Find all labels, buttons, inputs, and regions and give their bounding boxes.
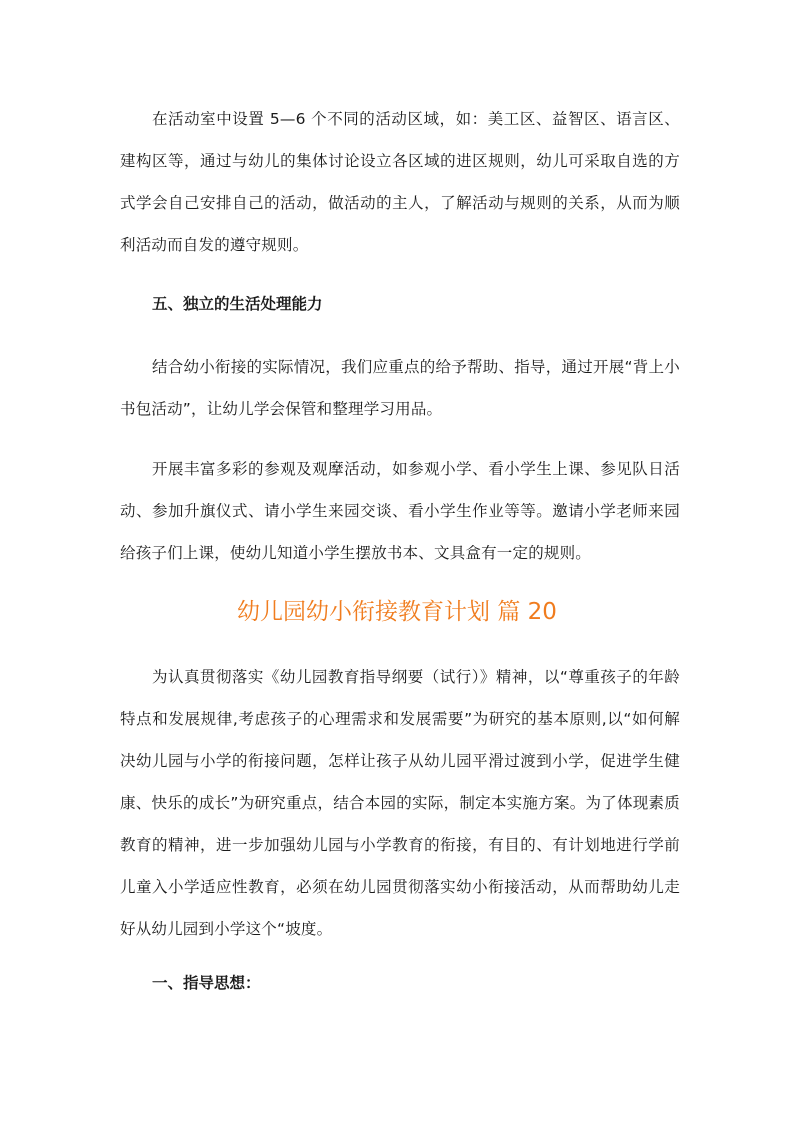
section-title: 幼儿园幼小衔接教育计划 篇 20: [237, 599, 557, 625]
paragraph-introduction: 为认真贯彻落实《幼儿园教育指导纲要（试行）》精神，以“尊重孩子的年龄特点和发展规律,考虑孩子的心理需求和发展需要”为研究的基本原则,以“如何解决幼儿园与小学的衔接问题，怎样让孩子从幼儿园平滑过渡到小学，促进学生健康、快乐的成长”为研究重点，结合本园的实际，制定本实施方案。为了体现素质教育的精神，进一步加强幼儿园与小学教育的衔接，有目的、有计划地进行学前儿童入小学适应性教育，必须在幼儿园贯彻落实幼小衔接活动，从而帮助幼儿走好从幼儿园到小学这个“坡度。: [120, 668, 680, 938]
paragraph-schoolbag-activity: 结合幼小衔接的实际情况，我们应重点的给予帮助、指导，通过开展“背上小书包活动”，让幼儿学会保管和整理学习用品。: [120, 358, 680, 418]
heading-guiding-ideology: 一、指导思想：: [152, 974, 261, 992]
paragraph-visit-activities: 开展丰富多彩的参观及观摩活动，如参观小学、看小学生上课、参见队日活动、参加升旗仪式、请小学生来园交谈、看小学生作业等等。邀请小学老师来园给孩子们上课，使幼儿知道小学生摆放书本、文具盒有一定的规则。: [120, 460, 680, 562]
paragraph-activity-areas: 在活动室中设置 5—6 个不同的活动区域，如：美工区、益智区、语言区、建构区等，通过与幼儿的集体讨论设立各区域的进区规则，幼儿可采取自选的方式学会自己安排自己的活动，做活动的主人，了解活动与规则的关系，从而为顺利活动而自发的遵守规则。: [120, 110, 680, 254]
heading-independent-living: 五、独立的生活处理能力: [152, 295, 323, 313]
